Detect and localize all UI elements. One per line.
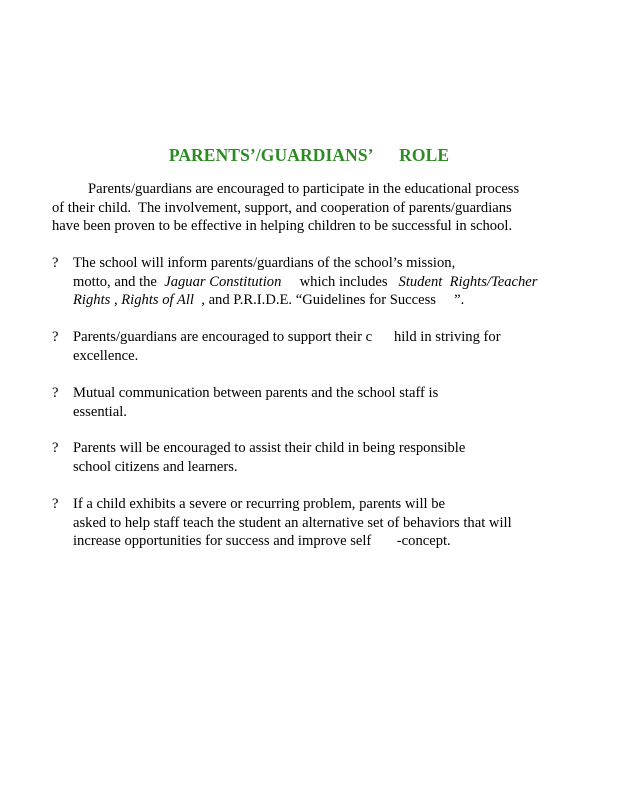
bullet-line: Parents will be encouraged to assist their child in being responsible bbox=[73, 440, 466, 456]
bullet-body bbox=[73, 384, 573, 421]
bullet-mark: ? bbox=[52, 496, 59, 512]
rights-text: Rights bbox=[73, 292, 111, 308]
bullet-mark: ? bbox=[52, 440, 59, 456]
bullet-line: asked to help staff teach the student an alternative set of behaviors that will bbox=[73, 514, 512, 531]
intro-paragraph bbox=[52, 180, 552, 236]
bullet-body bbox=[73, 439, 573, 476]
rights-of-all-text: Rights of All bbox=[121, 292, 194, 308]
jaguar-constitution-text: Jaguar Constitution bbox=[160, 273, 286, 290]
intro-line: Parents/guardians are encouraged to participate in the educational process bbox=[88, 181, 520, 197]
bullet-body bbox=[73, 328, 573, 365]
bullet-line: Parents/guardians are encouraged to support their c hild in striving for bbox=[73, 329, 501, 345]
bullet-line: essential. bbox=[73, 403, 127, 420]
bullet-body bbox=[73, 495, 573, 551]
bullet-mark: ? bbox=[52, 255, 59, 271]
bullet-line: If a child exhibits a severe or recurring problem, parents will be bbox=[73, 496, 446, 512]
bullet-line: excellence. bbox=[73, 347, 139, 364]
bullet-mark: ? bbox=[52, 385, 59, 401]
bullet-line: increase opportunities for success and improve self -concept. bbox=[73, 533, 451, 549]
bullet-text: , and P.R.I.D.E. “Guidelines for Success ”. bbox=[193, 292, 465, 308]
bullet-text: which includes bbox=[285, 273, 395, 290]
bullet-body bbox=[73, 254, 573, 310]
bullet-line: Mutual communication between parents and the school staff is bbox=[73, 385, 439, 401]
bullet-line bbox=[73, 291, 573, 310]
student-rights-text: Student Rights/Teacher bbox=[394, 273, 538, 290]
bullet-line: school citizens and learners. bbox=[73, 458, 238, 475]
intro-line: of their child. The involvement, support, and cooperation of parents/guardians bbox=[52, 199, 512, 216]
bullet-text: , bbox=[110, 292, 122, 308]
page-title: PARENTS’/GUARDIANS’ ROLE bbox=[168, 145, 450, 165]
intro-line: have been proven to be effective in helping children to be successful in school. bbox=[52, 218, 513, 234]
bullet-line bbox=[73, 273, 573, 292]
bullet-text: motto, and the bbox=[73, 273, 161, 290]
bullet-line: The school will inform parents/guardians of the school’s mission, bbox=[73, 255, 456, 271]
bullet-mark: ? bbox=[52, 329, 59, 345]
